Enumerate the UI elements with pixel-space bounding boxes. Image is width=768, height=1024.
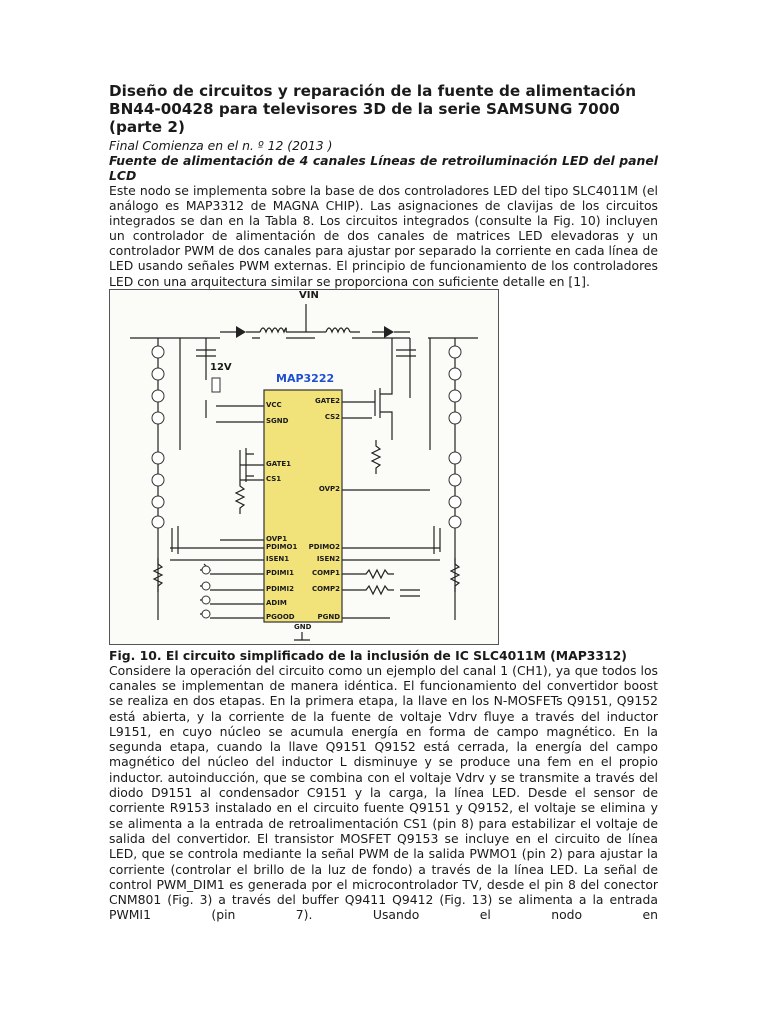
pin-label: PDIMO2 <box>308 542 340 551</box>
pin-label: GATE1 <box>266 459 292 468</box>
body-paragraph: Considere la operación del circuito como un ejemplo del canal 1 (CH1), ya que todos los canales se implementan de manera idéntica. El funcionamiento del convertidor boost se realiza en dos etapas. En la primera etapa, la llave en los N-MOSFETs Q9151, Q9152 está abierta, y la corriente de la fuente de voltaje Vdrv fluye a través del inductor L9151, en cuyo núcleo se acumula energía en forma de campo magnético. En la segunda etapa, cuando la llave Q9151 Q9152 está cerrada, la energía del campo magnético del núcleo del inductor L disminuye y se produce una fem en el propio inductor. autoinducción, que se combina con el voltaje Vdrv y se transmite a través del diodo D9151 al condensador C9151 y la carga, la línea LED. Desde el sensor de corriente R9153 instalado en el circuito fuente Q9151 y Q9152, el voltaje se elimina y se alimenta a la entrada de retroalimentación CS1 (pin 8) para estabilizar el voltaje de salida del convertidor. El transistor MOSFET Q9153 se incluye en el circuito de línea LED, que se controla mediante la señal PWM de la salida PWMO1 (pin 2) para ajustar la corriente (controlar el brillo de la luz de fondo) a través de la línea LED. La señal de control PWM_DIM1 es generada por el microcontrolador TV, desde el pin 8 del conector CNM801 (Fig. 3) a través del buffer Q9411 Q9412 (Fig. 13) se alimenta a la entrada PWMI1 (pin 7). Usando el nodo en <box>109 662 658 923</box>
pin-label: GATE2 <box>314 396 340 405</box>
issue-reference: Final Comienza en el n. º 12 (2013 ) <box>109 138 333 153</box>
pin-label: COMP1 <box>311 568 340 577</box>
article <box>109 82 658 923</box>
pin-label: PDIMO1 <box>266 542 298 551</box>
supply-label: 12V <box>210 361 232 373</box>
section-subheading: Fuente de alimentación de 4 canales Líneas de retroiluminación LED del panel LCD <box>109 153 658 183</box>
pin-label: PGND <box>317 612 340 621</box>
pin-label: OVP1 <box>266 534 288 543</box>
vin-label: VIN <box>299 289 319 301</box>
pin-label: COMP2 <box>311 584 340 593</box>
pin-label: ISEN2 <box>316 554 340 563</box>
pin-label: PDIMI1 <box>266 568 294 577</box>
pin-label: VCC <box>266 400 282 409</box>
circuit-schematic <box>110 290 498 644</box>
intro-paragraph: Este nodo se implementa sobre la base de dos controladores LED del tipo SLC4011M (el análogo es MAP3312 de MAGNA CHIP). Las asignaciones de clavijas de los circuitos integrados se dan en la Tabla 8. Los circuitos integrados (consulte la Fig. 10) incluyen un controlador de alimentación de dos canales de matrices LED elevadoras y un controlador PWM de dos canales para ajustar por separado la corriente en cada línea de LED usando señales PWM externas. El principio de funcionamiento de los controladores LED con una arquitectura similar se proporciona con suficiente detalle en [1]. <box>109 183 658 289</box>
article-title: Diseño de circuitos y reparación de la fuente de alimentación BN44-00428 para televisores 3D de la serie SAMSUNG 7000 (parte 2) <box>109 82 637 136</box>
gnd-pin-label: GND <box>294 622 312 631</box>
pin-label: ADIM <box>266 598 287 607</box>
figure-caption: Fig. 10. El circuito simplificado de la inclusión de IC SLC4011M (MAP3312) <box>109 647 627 663</box>
pin-label: SGND <box>266 416 289 425</box>
pin-label: CS1 <box>266 474 282 483</box>
circuit-figure <box>109 289 499 645</box>
pin-label: PGOOD <box>266 612 295 621</box>
pin-label: PDIMI2 <box>266 584 294 593</box>
pin-label: ISEN1 <box>266 554 290 563</box>
pin-label: OVP2 <box>318 484 340 493</box>
pin-label: CS2 <box>324 412 340 421</box>
chip-name: MAP3222 <box>276 371 335 385</box>
